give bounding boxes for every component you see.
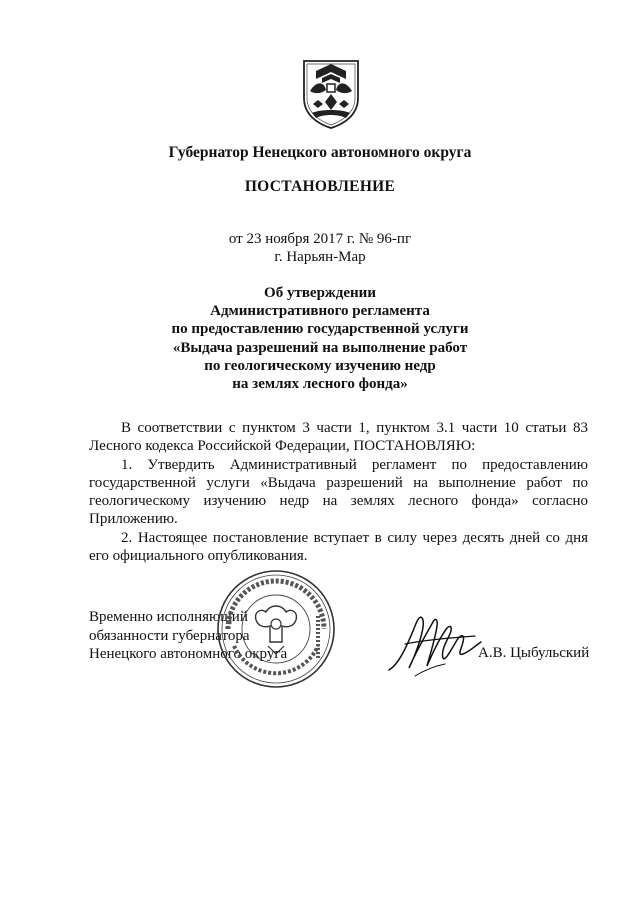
position-line: Временно исполняющий bbox=[89, 609, 248, 625]
title-line: на землях лесного фонда» bbox=[232, 376, 408, 393]
body-paragraph: 2. Настоящее постановление вступает в силу через десять дней со дня его официального опубликования. bbox=[89, 529, 588, 565]
title-line: по геологическому изучению недр bbox=[204, 357, 436, 374]
title-line: Административного регламента bbox=[210, 303, 430, 320]
position-line: Ненецкого автономного округа bbox=[89, 646, 288, 662]
title-line: по предоставлению государственной услуги bbox=[171, 321, 469, 338]
handwritten-signature-icon bbox=[385, 606, 485, 686]
body-paragraph: 1. Утвердить Административный регламент по предоставлению государственной услуги «Выдача разрешений на выполнение работ по геологическому изучению недр на землях лесного фонда» согласно Приложению. bbox=[89, 456, 588, 528]
title-line: «Выдача разрешений на выполнение работ bbox=[172, 339, 468, 356]
signatory-name: А.В. Цыбульский bbox=[478, 645, 590, 661]
issuing-authority: Губернатор Ненецкого автономного округа bbox=[168, 144, 472, 161]
official-seal-icon bbox=[214, 568, 338, 690]
date-and-number: от 23 ноября 2017 г. № 96-пг bbox=[228, 231, 412, 247]
position-line: обязанности губернатора bbox=[89, 627, 250, 644]
place-of-issue: г. Нарьян-Мар bbox=[274, 249, 366, 265]
coat-of-arms-icon bbox=[300, 58, 362, 130]
body-paragraph: В соответствии с пунктом 3 части 1, пунктом 3.1 части 10 статьи 83 Лесного кодекса Российской Федерации, ПОСТАНОВЛЯЮ: bbox=[89, 420, 588, 455]
document-body bbox=[89, 419, 588, 565]
title-line: Об утверждении bbox=[264, 285, 376, 301]
document-title bbox=[0, 284, 640, 393]
document-type: ПОСТАНОВЛЕНИЕ bbox=[244, 178, 396, 195]
